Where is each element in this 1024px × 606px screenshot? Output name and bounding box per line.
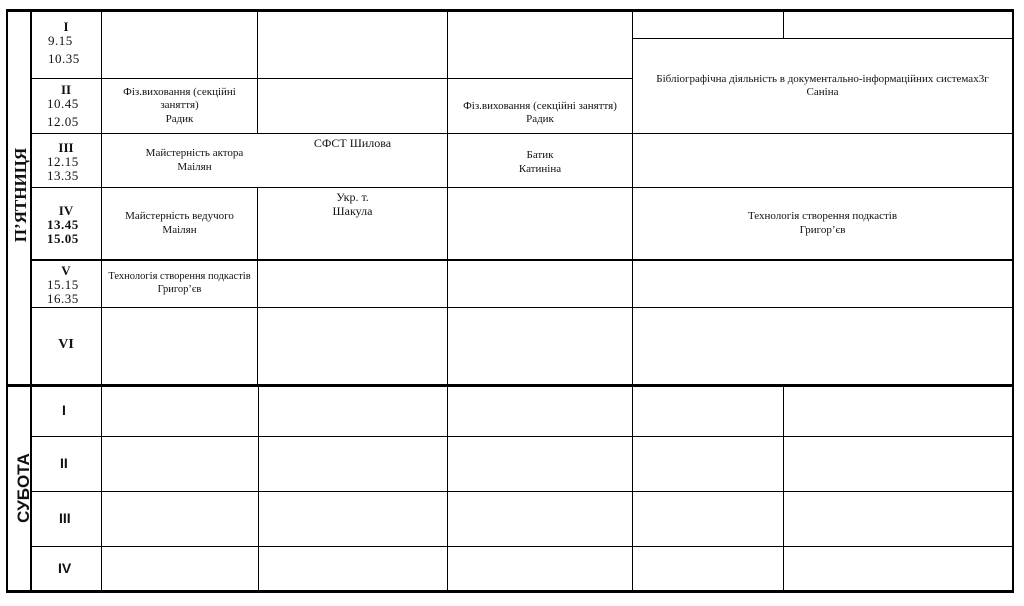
lesson-teacher: Маілян: [162, 223, 197, 236]
table-border-left: [6, 9, 8, 593]
lesson-teacher: Шакула: [332, 204, 373, 219]
lesson-teacher: Саніна: [806, 86, 839, 98]
period-end: 16.35: [47, 291, 79, 306]
sat-row-line-2: [30, 491, 1012, 492]
col-line-5-fri: [783, 12, 784, 39]
period-start: 10.45: [47, 96, 79, 111]
lesson-cell[interactable]: [258, 134, 447, 187]
period-start: 9.15: [48, 33, 73, 48]
lesson-subject: Укр. т.: [336, 190, 369, 204]
lesson-cell[interactable]: [102, 188, 257, 259]
period-number: VI: [58, 337, 74, 352]
col-line-2-sat: [258, 387, 259, 590]
lesson-cell[interactable]: [633, 188, 1012, 259]
period-1: [48, 20, 84, 66]
period-start: 12.15: [47, 154, 79, 169]
lesson-teacher: Григор’єв: [799, 223, 846, 236]
period-end: 12.05: [47, 114, 79, 129]
period-2: [47, 83, 85, 129]
lesson-teacher: Григор’єв: [157, 284, 202, 295]
lesson-cell[interactable]: [448, 134, 632, 187]
lesson-cell[interactable]: [633, 39, 1012, 133]
sat-period-1: I: [62, 402, 66, 418]
period-end: 15.05: [47, 231, 79, 246]
day-label-friday: П’ЯТНИЦЯ: [11, 147, 30, 243]
period-end: 13.35: [47, 168, 79, 183]
lesson-subject: Фіз.виховання (секційні заняття): [463, 99, 617, 112]
day-separator: [6, 384, 1014, 387]
period-number: V: [61, 263, 71, 278]
period-start: 15.15: [47, 277, 79, 292]
lesson-teacher: Маілян: [177, 160, 212, 173]
sat-period-2: II: [60, 455, 68, 471]
period-number: III: [58, 140, 74, 155]
period-4: [47, 204, 85, 246]
period-6: [47, 338, 85, 352]
lesson-cell[interactable]: [102, 261, 257, 307]
day-label-saturday: СУБОТА: [14, 453, 33, 523]
lesson-cell[interactable]: [102, 79, 257, 133]
table-border-top: [6, 9, 1014, 12]
sat-row-line-3: [30, 546, 1012, 547]
lesson-cell[interactable]: [258, 188, 447, 259]
lesson-teacher: Катиніна: [518, 162, 562, 175]
period-3: [47, 141, 85, 183]
table-border-bottom: [6, 590, 1014, 593]
lesson-subject: Батик: [526, 149, 554, 162]
table-border-right: [1012, 9, 1014, 593]
period-5: [47, 264, 85, 306]
period-end: 10.35: [48, 51, 80, 66]
lesson-subject: Фіз.виховання (секційні заняття): [123, 86, 236, 112]
period-number: II: [60, 82, 72, 97]
lesson-subject: Бібліографічна діяльність в документально-інформаційних системах3г: [656, 72, 989, 85]
period-start: 13.45: [47, 217, 79, 232]
sat-row-line-1: [30, 436, 1012, 437]
period-number: I: [63, 19, 69, 34]
lesson-subject: Майстерність актора: [145, 147, 244, 160]
row-line-5: [30, 307, 1012, 308]
col-line-5-sat: [783, 387, 784, 590]
lesson-teacher: Радик: [165, 112, 194, 125]
lesson-cell[interactable]: [448, 79, 632, 133]
lesson-subject: Майстерність ведучого: [125, 210, 234, 223]
lesson-subject: Технологія створення подкастів: [108, 271, 251, 283]
col-line-2-a: [257, 12, 258, 134]
sat-period-4: IV: [58, 560, 72, 576]
lesson-teacher: Радик: [526, 113, 554, 125]
sat-period-3: III: [59, 510, 71, 526]
lesson-subject: СФСТ Шилова: [313, 136, 392, 150]
lesson-subject: Технологія створення подкастів: [747, 210, 898, 223]
period-number: IV: [58, 203, 74, 218]
